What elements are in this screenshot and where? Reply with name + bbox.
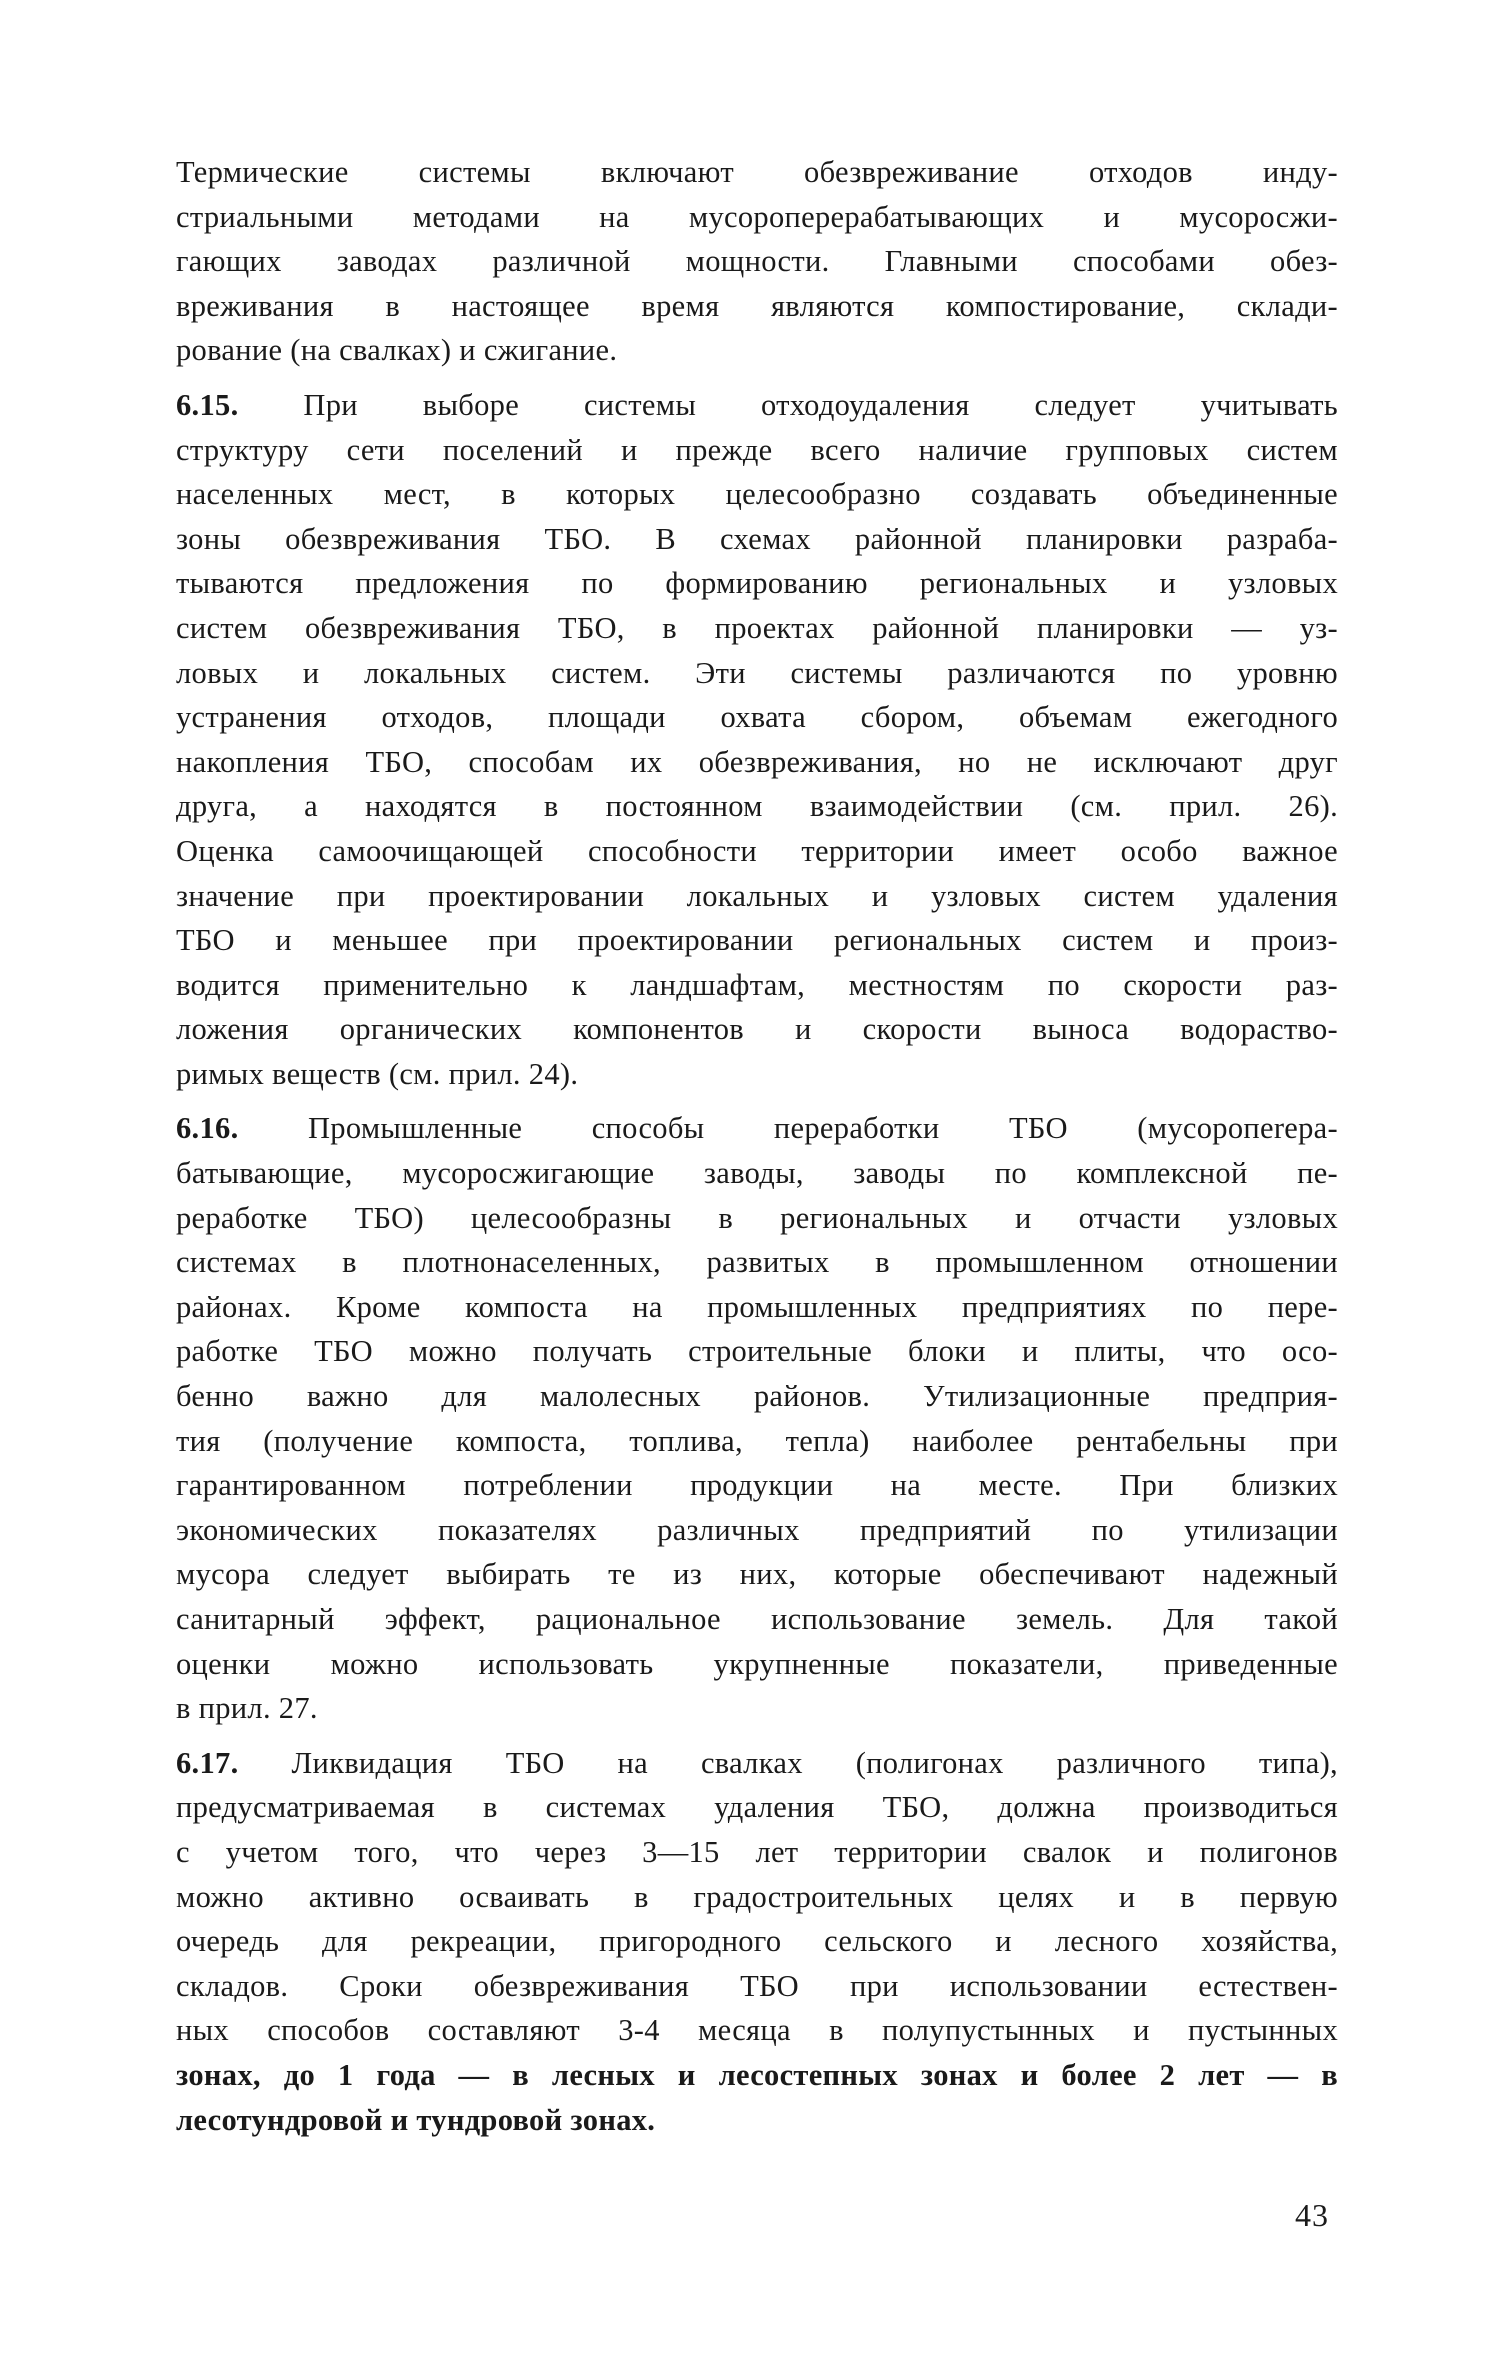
text-line: предусматриваемая в системах удаления ТБО, должна производиться [176,1790,1338,1825]
text-line: экономических показателях различных предприятий по утилизации [176,1512,1338,1547]
text-line: гарантированном потреблении продукции на месте. При близких [176,1468,1338,1503]
text-line: структуру сети поселений и прежде всего наличие групповых систем [176,432,1338,467]
section-number: 6.16. [176,1111,239,1146]
text-line: систем обезвреживания ТБО, в проектах районной планировки — уз- [176,610,1338,645]
text-line: стриальными методами на мусороперерабатывающих и мусоросжи- [176,199,1338,234]
text-line: очередь для рекреации, пригородного сельского и лесного хозяйства, [176,1924,1338,1959]
text-line: системах в плотнонаселенных, развитых в промышленном отношении [176,1245,1338,1280]
paragraph-6-15 [176,383,1338,1097]
section-number: 6.17. [176,1745,239,1780]
text-line: батывающие, мусоросжигающие заводы, заводы по комплексной пе- [176,1156,1338,1191]
text-line: можно активно осваивать в градостроительных целях и в первую [176,1879,1338,1914]
text-line: тываются предложения по формированию региональных и узловых [176,566,1338,601]
text-line: вреживания в настоящее время являются компостирование, склади- [176,288,1338,323]
page-number: 43 [1295,2197,1329,2233]
text-line: 6.15. При выборе системы отходоудаления следует учитывать [176,387,1338,422]
text-line: 6.17. Ликвидация ТБО на свалках (полигонах различного типа), [176,1745,1338,1780]
text-line: лесотундровой и тундровой зонах. [176,2102,656,2137]
text-line: устранения отходов, площади охвата сбором, объемам ежегодного [176,700,1338,735]
paragraph-6-17 [176,1741,1338,2142]
body-text [176,150,1338,2142]
text-line: ных способов составляют 3-4 месяца в полупустынных и пустынных [176,2013,1338,2048]
text-line: ТБО и меньшее при проектировании региональных систем и произ- [176,923,1338,958]
paragraph-6-16 [176,1106,1338,1730]
text-line: гающих заводах различной мощности. Главными способами обез- [176,244,1338,279]
text-line: водится применительно к ландшафтам, местностям по скорости раз- [176,967,1338,1002]
text-line: римых веществ (см. прил. 24). [176,1056,579,1091]
text-line: тия (получение компоста, топлива, тепла) наиболее рентабельны при [176,1423,1338,1458]
text-line: санитарный эффект, рациональное использование земель. Для такой [176,1602,1338,1636]
text-line: районах. Кроме компоста на промышленных предприятиях по пере- [176,1289,1338,1324]
text-line: зонах, до 1 года — в лесных и лесостепных зонах и более 2 лет — в [176,2057,1338,2092]
text-line: Оценка самоочищающей способности территории имеет особо важное [176,833,1338,868]
text-line: накопления ТБО, способам их обезвреживания, но не исключают друг [176,744,1338,779]
text-line: 6.16. Промышленные способы переработки ТБО (мусоропerepa- [176,1111,1338,1146]
text-line: в прил. 27. [176,1691,318,1726]
text-line: складов. Сроки обезвреживания ТБО при использовании естествен- [176,1968,1338,2003]
text-line: оценки можно использовать укрупненные показатели, приведенные [176,1646,1338,1681]
text-line: мусора следует выбирать те из них, которые обеспечивают надежный [176,1557,1338,1592]
text-line: друга, а находятся в постоянном взаимодействии (см. прил. 26). [176,789,1338,824]
text-line: зоны обезвреживания ТБО. В схемах районной планировки разраба- [176,521,1338,556]
text-line: с учетом того, что через 3—15 лет территории свалок и полигонов [176,1834,1338,1869]
section-number: 6.15. [176,387,239,422]
text-line: рование (на свалках) и сжигание. [176,333,618,368]
text-line: ловых и локальных систем. Эти системы различаются по уровню [176,655,1338,690]
text-line: бенно важно для малолесных районов. Утилизационные предприя- [176,1379,1338,1414]
text-line: значение при проектировании локальных и узловых систем удаления [176,878,1338,913]
text-line: населенных мест, в которых целесообразно создавать объединенные [176,477,1338,512]
text-line: ложения органических компонентов и скорости выноса водораство- [176,1012,1338,1047]
text-line: реработке ТБО) целесообразны в региональных и отчасти узловых [176,1200,1338,1235]
text-line: Термические системы включают обезвреживание отходов инду- [176,155,1338,189]
paragraph-thermal-systems [176,150,1338,373]
text-line: работке ТБО можно получать строительные блоки и плиты, что осо- [176,1334,1338,1369]
